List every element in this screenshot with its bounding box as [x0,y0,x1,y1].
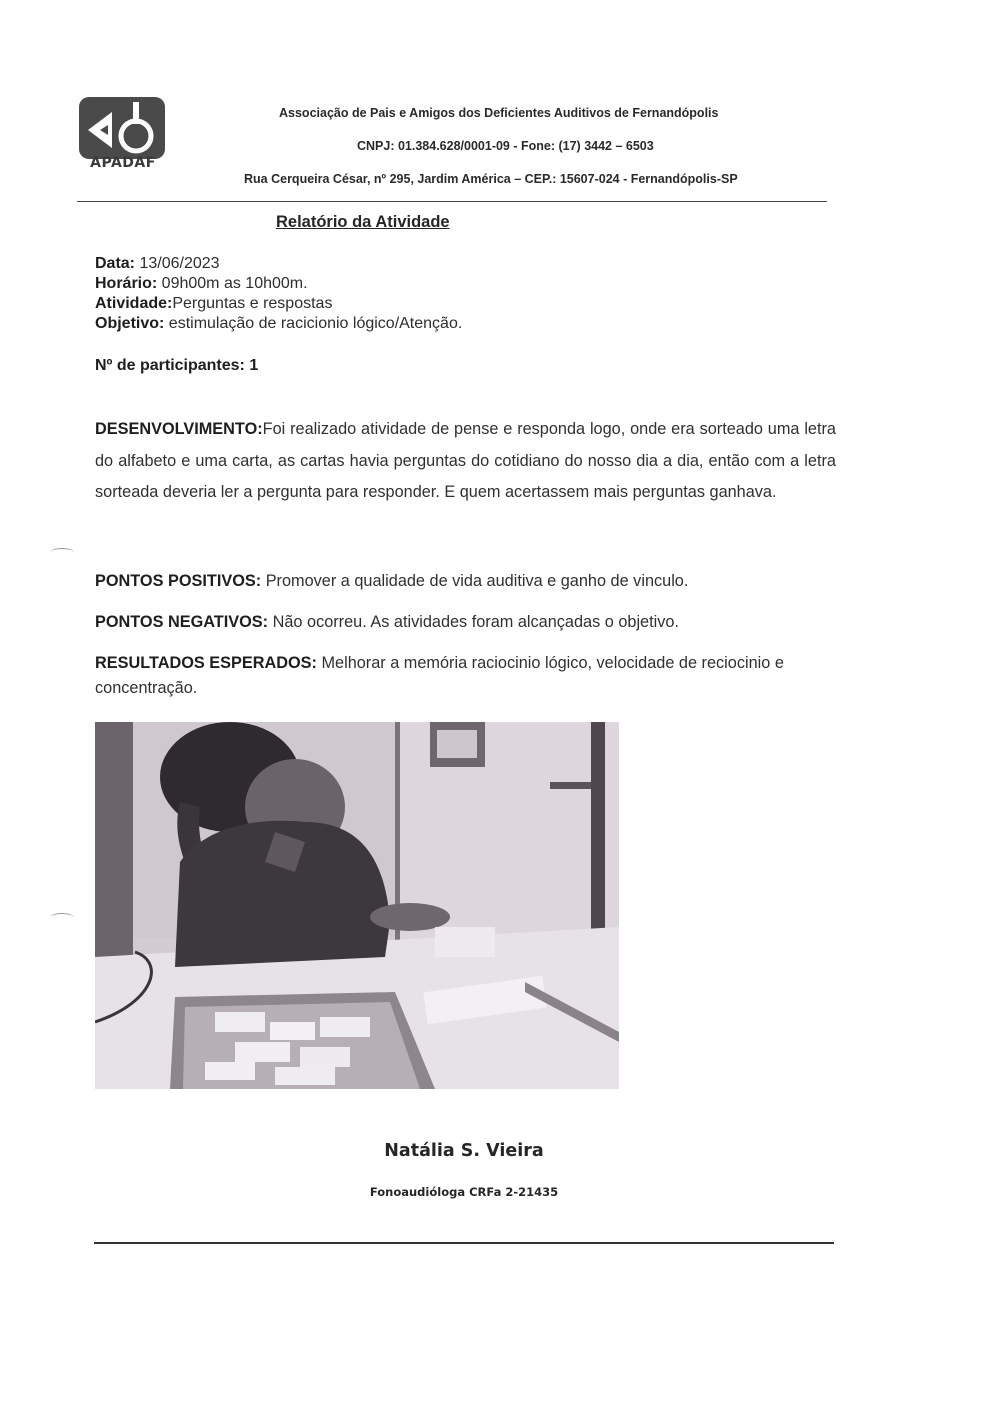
time-value: 09h00m as 10h00m. [157,275,308,292]
activity-value: Perguntas e respostas [172,295,333,312]
date-line [95,255,220,273]
org-name: Associação de Pais e Amigos dos Deficientes Auditivos de Fernandópolis [279,106,719,120]
header-divider [77,201,827,202]
date-value: 13/06/2023 [135,255,220,272]
activity-line [95,295,332,313]
activity-photo-image [95,722,619,1089]
footer-divider [94,1242,834,1244]
cnpj-phone: CNPJ: 01.384.628/0001-09 - Fone: (17) 3442 – 6503 [357,139,654,153]
activity-photo [95,722,619,1089]
objective-label: Objetivo: [95,315,165,332]
negative-label: PONTOS NEGATIVOS: [95,613,269,631]
positive-label: PONTOS POSITIVOS: [95,572,262,590]
scan-mark [50,913,74,922]
activity-label: Atividade: [95,295,173,312]
negative-points [95,611,836,633]
positive-text: Promover a qualidade de vida auditiva e ganho de vinculo. [261,572,689,590]
objective-value: estimulação de racicionio lógico/Atenção. [164,315,463,332]
signature-name: Natália S. Vieira [384,1141,544,1161]
expected-results [95,651,836,701]
address: Rua Cerqueira César, nº 295, Jardim América – CEP.: 15607-024 - Fernandópolis-SP [244,172,738,186]
results-text: Melhorar a memória raciocinio lógico, velocidade de reciocinio e concentração. [95,654,784,697]
development-text: Foi realizado atividade de pense e responda logo, onde era sorteado uma letra do alfabeto e uma carta, as cartas havia perguntas do cotidiano do nosso dia a dia, então com a letra sorteada deveria ler a pergunta para responder. E quem acertassem mais perguntas ganhava. [95,420,836,501]
positive-points [95,570,836,592]
development-section [95,414,836,509]
results-label: RESULTADOS ESPERADOS: [95,654,317,672]
apadaf-logo [78,96,170,176]
report-title: Relatório da Atividade [276,213,450,231]
negative-text: Não ocorreu. As atividades foram alcançadas o objetivo. [268,613,679,631]
signature-role: Fonoaudióloga CRFa 2-21435 [369,1185,559,1199]
time-line [95,275,308,293]
participants-count: Nº de participantes: 1 [95,357,259,374]
development-label: DESENVOLVIMENTO: [95,420,263,438]
time-label: Horário: [95,275,158,292]
scan-mark [50,548,74,557]
logo-text: APADAF [90,155,156,171]
apadaf-logo-mark [78,96,168,160]
objective-line [95,315,462,333]
date-label: Data: [95,255,136,272]
